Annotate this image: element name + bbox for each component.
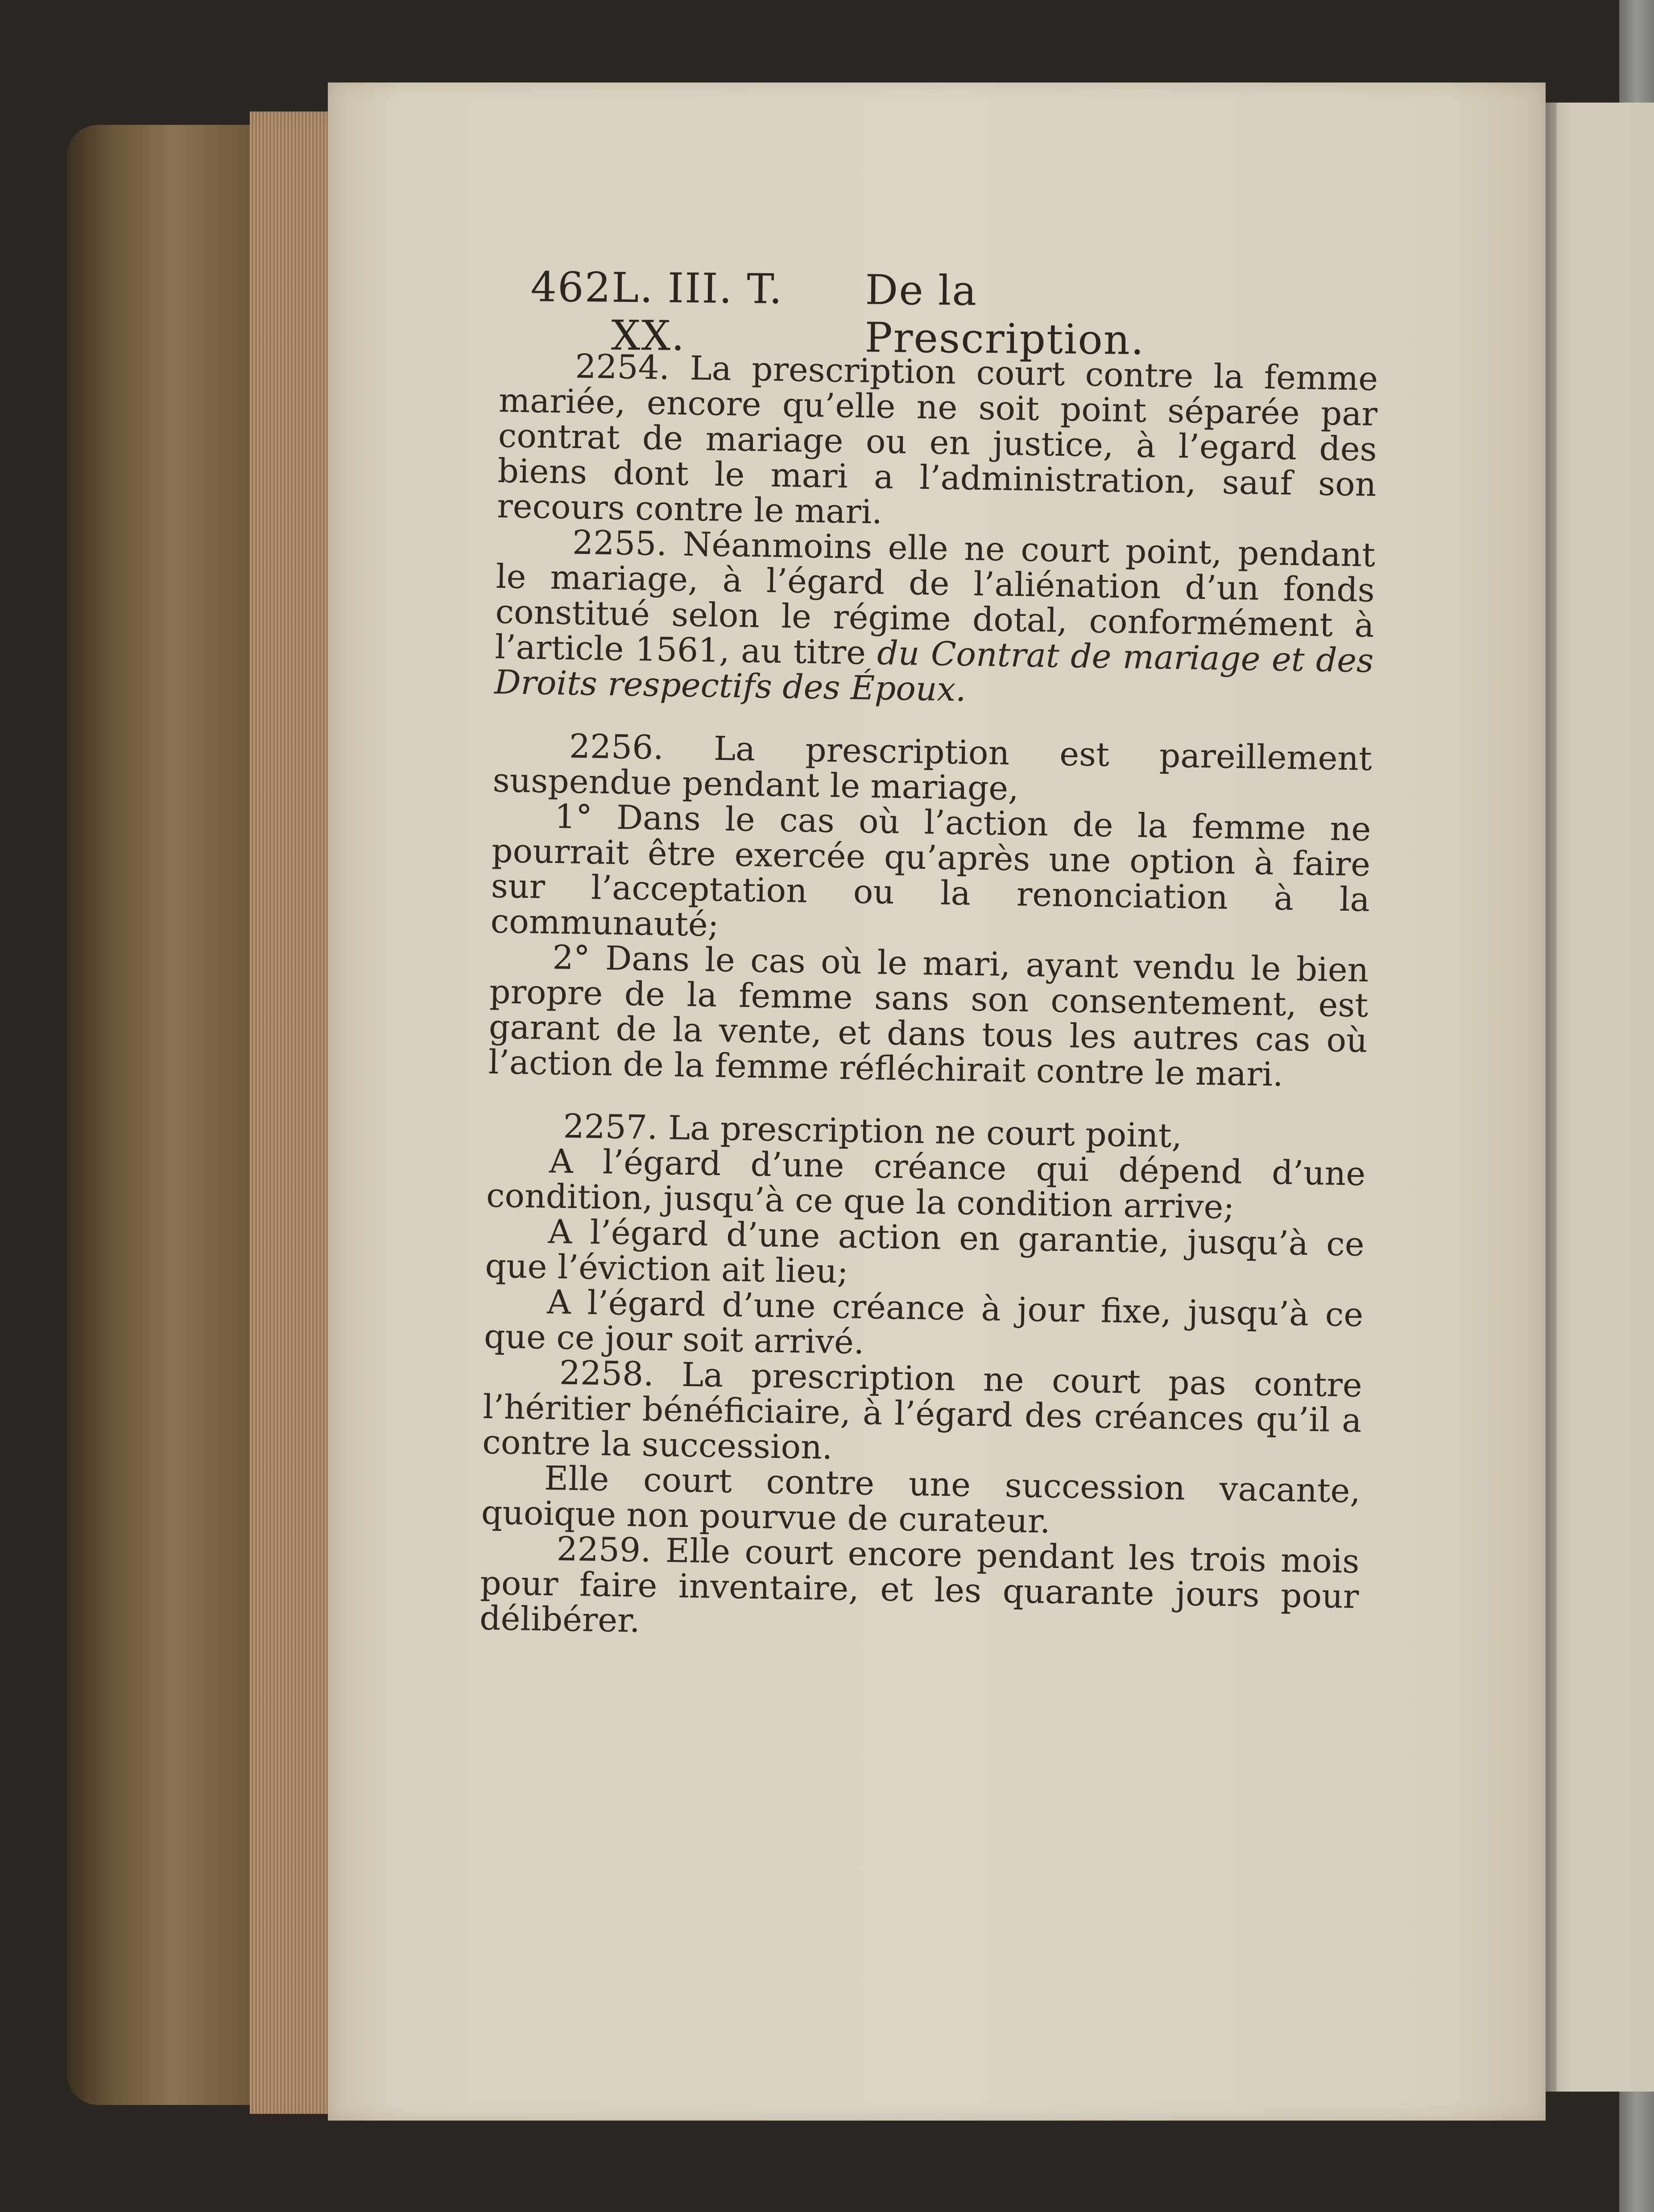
article-text: La prescription ne court pas contre l’héritier bénéficiaire, à l’égard des créances qu’il a contre la succession.	[482, 1355, 1363, 1467]
running-head	[530, 263, 1262, 364]
article-2255	[494, 524, 1376, 714]
article-number: 2257.	[562, 1107, 658, 1147]
article-text: La prescription ne court point,	[668, 1109, 1183, 1156]
article-number: 2259.	[556, 1530, 652, 1570]
article-text: La prescription court contre la femme mariée, encore qu’elle ne soit point séparée par contrat de mariage ou en justice, à l’egard des biens dont le mari a l’administration, sauf son recours contre le mari.	[496, 349, 1378, 532]
article-2258	[482, 1354, 1362, 1474]
article-number: 2255.	[572, 523, 667, 563]
article-2259	[480, 1531, 1360, 1650]
section-title: De la Prescription.	[864, 266, 1145, 364]
article-number: 2258.	[559, 1354, 654, 1394]
page-text	[480, 348, 1378, 1650]
article-number: 2254.	[575, 347, 670, 387]
article-number: 2256.	[569, 727, 664, 767]
article-2256-item-2: 2° Dans le cas où le mari, ayant vendu le bien propre de la femme sans son consentement, est garant de la vente, et dans tous les autres cas où l’action de la femme réfléchirait contre le mari.	[488, 938, 1369, 1094]
article-2257-paragraph-3: A l’égard d’une créance à jour fixe, jusqu’à ce que ce jour soit arrivé.	[484, 1283, 1364, 1362]
article-text: La prescription est pareillement suspendue pendant le mariage,	[492, 729, 1373, 808]
article-reference: du Contrat de mariage et des Droits respectifs des Époux.	[494, 634, 1374, 709]
page-number: 462	[530, 263, 612, 312]
article-text: Elle court encore pendant les trois mois pour faire inventaire, et les quarante jours pour délibérer.	[479, 1531, 1360, 1640]
article-2256-item-1: 1° Dans le cas où l’action de la femme ne pourrait être exercée qu’après une option à faire sur l’acceptation ou la renonciation à la communauté;	[490, 797, 1371, 944]
book-title: L. III. T. XX.	[611, 264, 783, 360]
article-2254	[497, 348, 1378, 538]
article-2257-paragraph-1: A l’égard d’une créance qui dépend d’une condition, jusqu’à ce que la condition arrive;	[486, 1142, 1366, 1227]
page-block-edges	[250, 111, 339, 2114]
article-2257-paragraph-2: A l’égard d’une action en garantie, jusqu’à ce que l’éviction ait lieu;	[484, 1212, 1365, 1291]
article-text: Néanmoins elle ne court point, pendant le mariage, à l’égard de l’aliénation d’un fonds constitué selon le régime dotal, conformément à l’article 1561, au titre	[494, 525, 1376, 672]
article-2258-paragraph-1: Elle court contre une succession vacante, quoique non pourvue de curateur.	[481, 1459, 1361, 1541]
